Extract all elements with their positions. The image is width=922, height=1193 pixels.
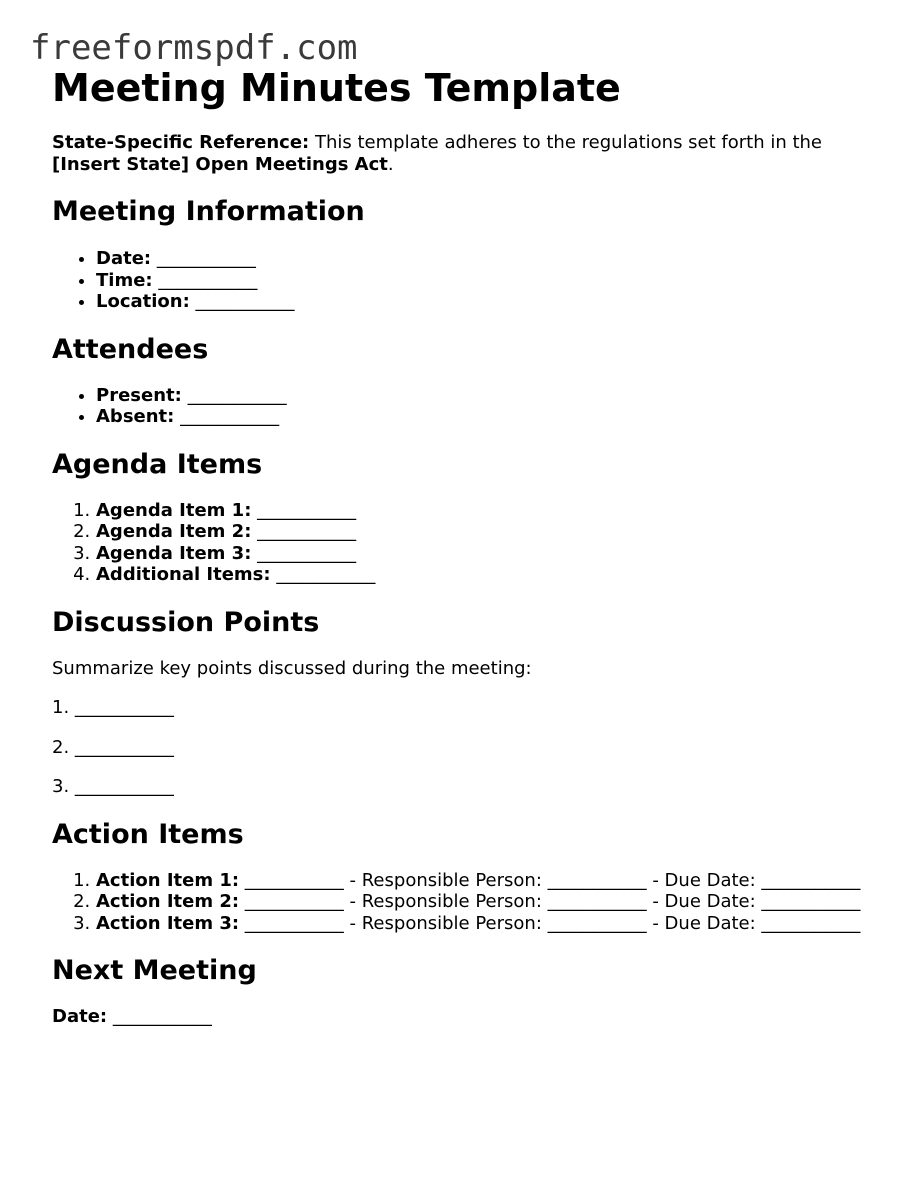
state-reference [52,132,872,175]
action-details: ___________ - Responsible Person: ___________ - Due Date: ___________ [239,891,861,912]
list-item [96,870,872,892]
document-page [52,64,872,1028]
watermark: freeformspdf.com [30,28,358,68]
blank-line: ___________ [257,542,357,564]
next-meeting-date [52,1006,872,1028]
blank-line: ___________ [276,564,376,585]
list-item [96,543,872,565]
reference-label: State-Specific Reference: [52,132,310,153]
discussion-intro: Summarize key points discussed during the meeting: [52,657,532,679]
discussion-heading: Discussion Points [52,606,320,638]
discussion-line: 2. ___________ [52,736,174,758]
field-label: Action Item 1: [96,869,240,891]
blank-line: ___________ [187,384,287,406]
field-label: Date: [96,248,152,269]
blank-line: ___________ [257,499,357,521]
reference-end: . [387,153,394,175]
field-label: Action Item 3: [96,912,240,934]
next-meeting-heading: Next Meeting [52,955,257,986]
field-label: Agenda Item 1: [96,499,252,521]
attendees-list [52,385,872,428]
list-item [96,913,872,935]
reference-text: This template adheres to the regulations set forth in the [309,132,823,153]
agenda-list [52,500,872,586]
field-label: Time: [96,269,153,291]
action-details: ___________ - Responsible Person: ___________ - Due Date: ___________ [239,912,861,934]
blank-line: ___________ [195,291,295,312]
page-title: Meeting Minutes Template [52,66,621,110]
discussion-line: 3. ___________ [52,776,174,797]
action-items-heading: Action Items [52,818,244,850]
field-label: Agenda Item 2: [96,521,252,542]
field-label: Additional Items: [96,564,271,585]
blank-line: ___________ [158,269,258,291]
action-details: ___________ - Responsible Person: ___________ - Due Date: ___________ [239,869,861,891]
list-item [96,891,872,913]
list-item [96,270,872,292]
field-label: Action Item 2: [96,891,240,912]
blank-line: ___________ [257,521,357,542]
action-items-list [52,870,872,935]
list-item [96,500,872,522]
field-label: Location: [96,291,190,312]
attendees-heading: Attendees [52,333,209,365]
meeting-info-list [52,248,872,313]
agenda-heading: Agenda Items [52,448,263,480]
reference-act: [Insert State] Open Meetings Act [52,153,388,175]
blank-line: ___________ [156,248,256,269]
meeting-info-heading: Meeting Information [52,196,365,227]
blank-line: ___________ [180,406,280,427]
list-item [96,291,872,313]
discussion-line: 1. ___________ [52,697,174,718]
field-label: Date: [52,1006,108,1027]
field-label: Agenda Item 3: [96,542,252,564]
field-label: Absent: [96,406,175,427]
list-item [96,406,872,428]
list-item [96,248,872,270]
list-item [96,521,872,543]
list-item [96,564,872,586]
blank-line: ___________ [112,1006,212,1027]
field-label: Present: [96,384,182,406]
list-item [96,385,872,407]
